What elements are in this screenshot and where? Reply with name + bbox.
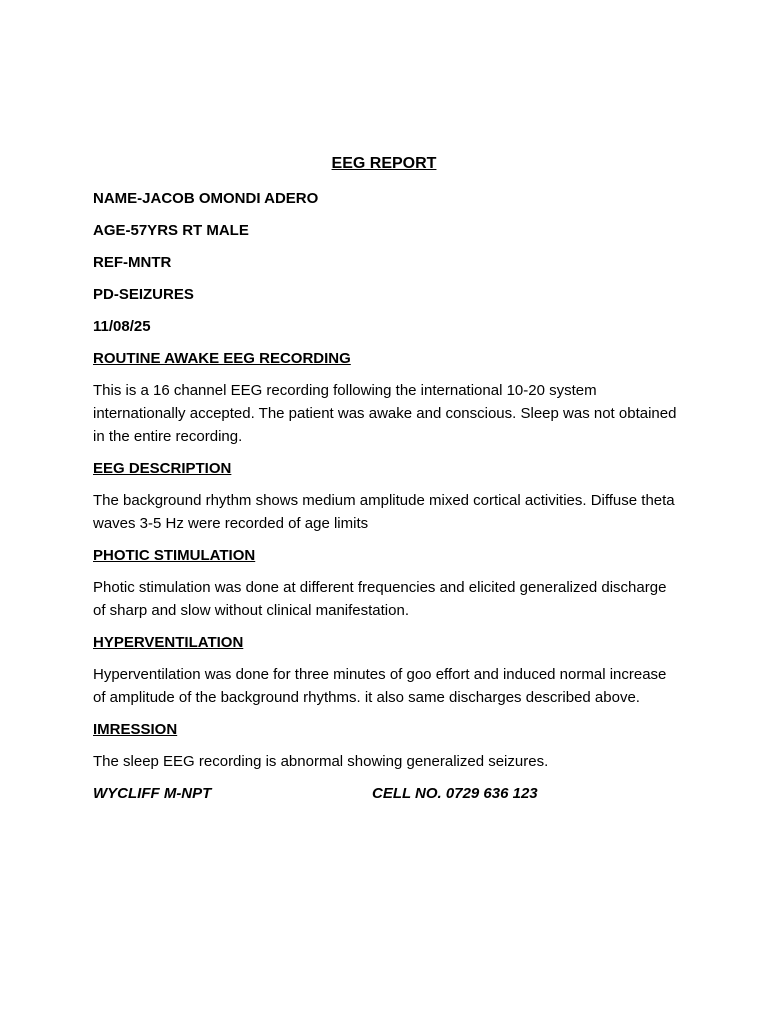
patient-age: AGE-57YRS RT MALE [93,222,249,239]
provisional-diagnosis: PD-SEIZURES [93,286,194,303]
section-text-recording: This is a 16 channel EEG recording following the international 10-20 system internationally accepted. The patient was awake and conscious. Sleep was not obtained in the entire recording. [93,382,677,445]
section-text-impression: The sleep EEG recording is abnormal showing generalized seizures. [93,753,549,770]
patient-name: NAME-JACOB OMONDI ADERO [93,190,319,207]
referral: REF-MNTR [93,254,172,271]
section-heading-photic: PHOTIC STIMULATION [93,547,256,564]
report-date: 11/08/25 [93,318,151,335]
section-heading-hyperventilation: HYPERVENTILATION [93,634,244,651]
section-text-hyperventilation: Hyperventilation was done for three minutes of goo effort and induced normal increase of amplitude of the background rhythms. it also same discharges described above. [93,666,667,706]
signature: WYCLIFF M-NPT [93,785,212,802]
section-heading-description: EEG DESCRIPTION [93,460,232,477]
section-text-description: The background rhythm shows medium amplitude mixed cortical activities. Diffuse theta waves 3-5 Hz were recorded of age limits [93,492,675,532]
report-footer [93,782,683,805]
report-body [93,187,683,805]
report-title: EEG REPORT [331,155,437,172]
section-text-photic: Photic stimulation was done at different frequencies and elicited generalized discharge of sharp and slow without clinical manifestation. [93,579,667,619]
section-heading-recording: ROUTINE AWAKE EEG RECORDING [93,350,351,367]
section-heading-impression: IMRESSION [93,721,178,738]
cell-number: CELL NO. 0729 636 123 [372,785,538,802]
